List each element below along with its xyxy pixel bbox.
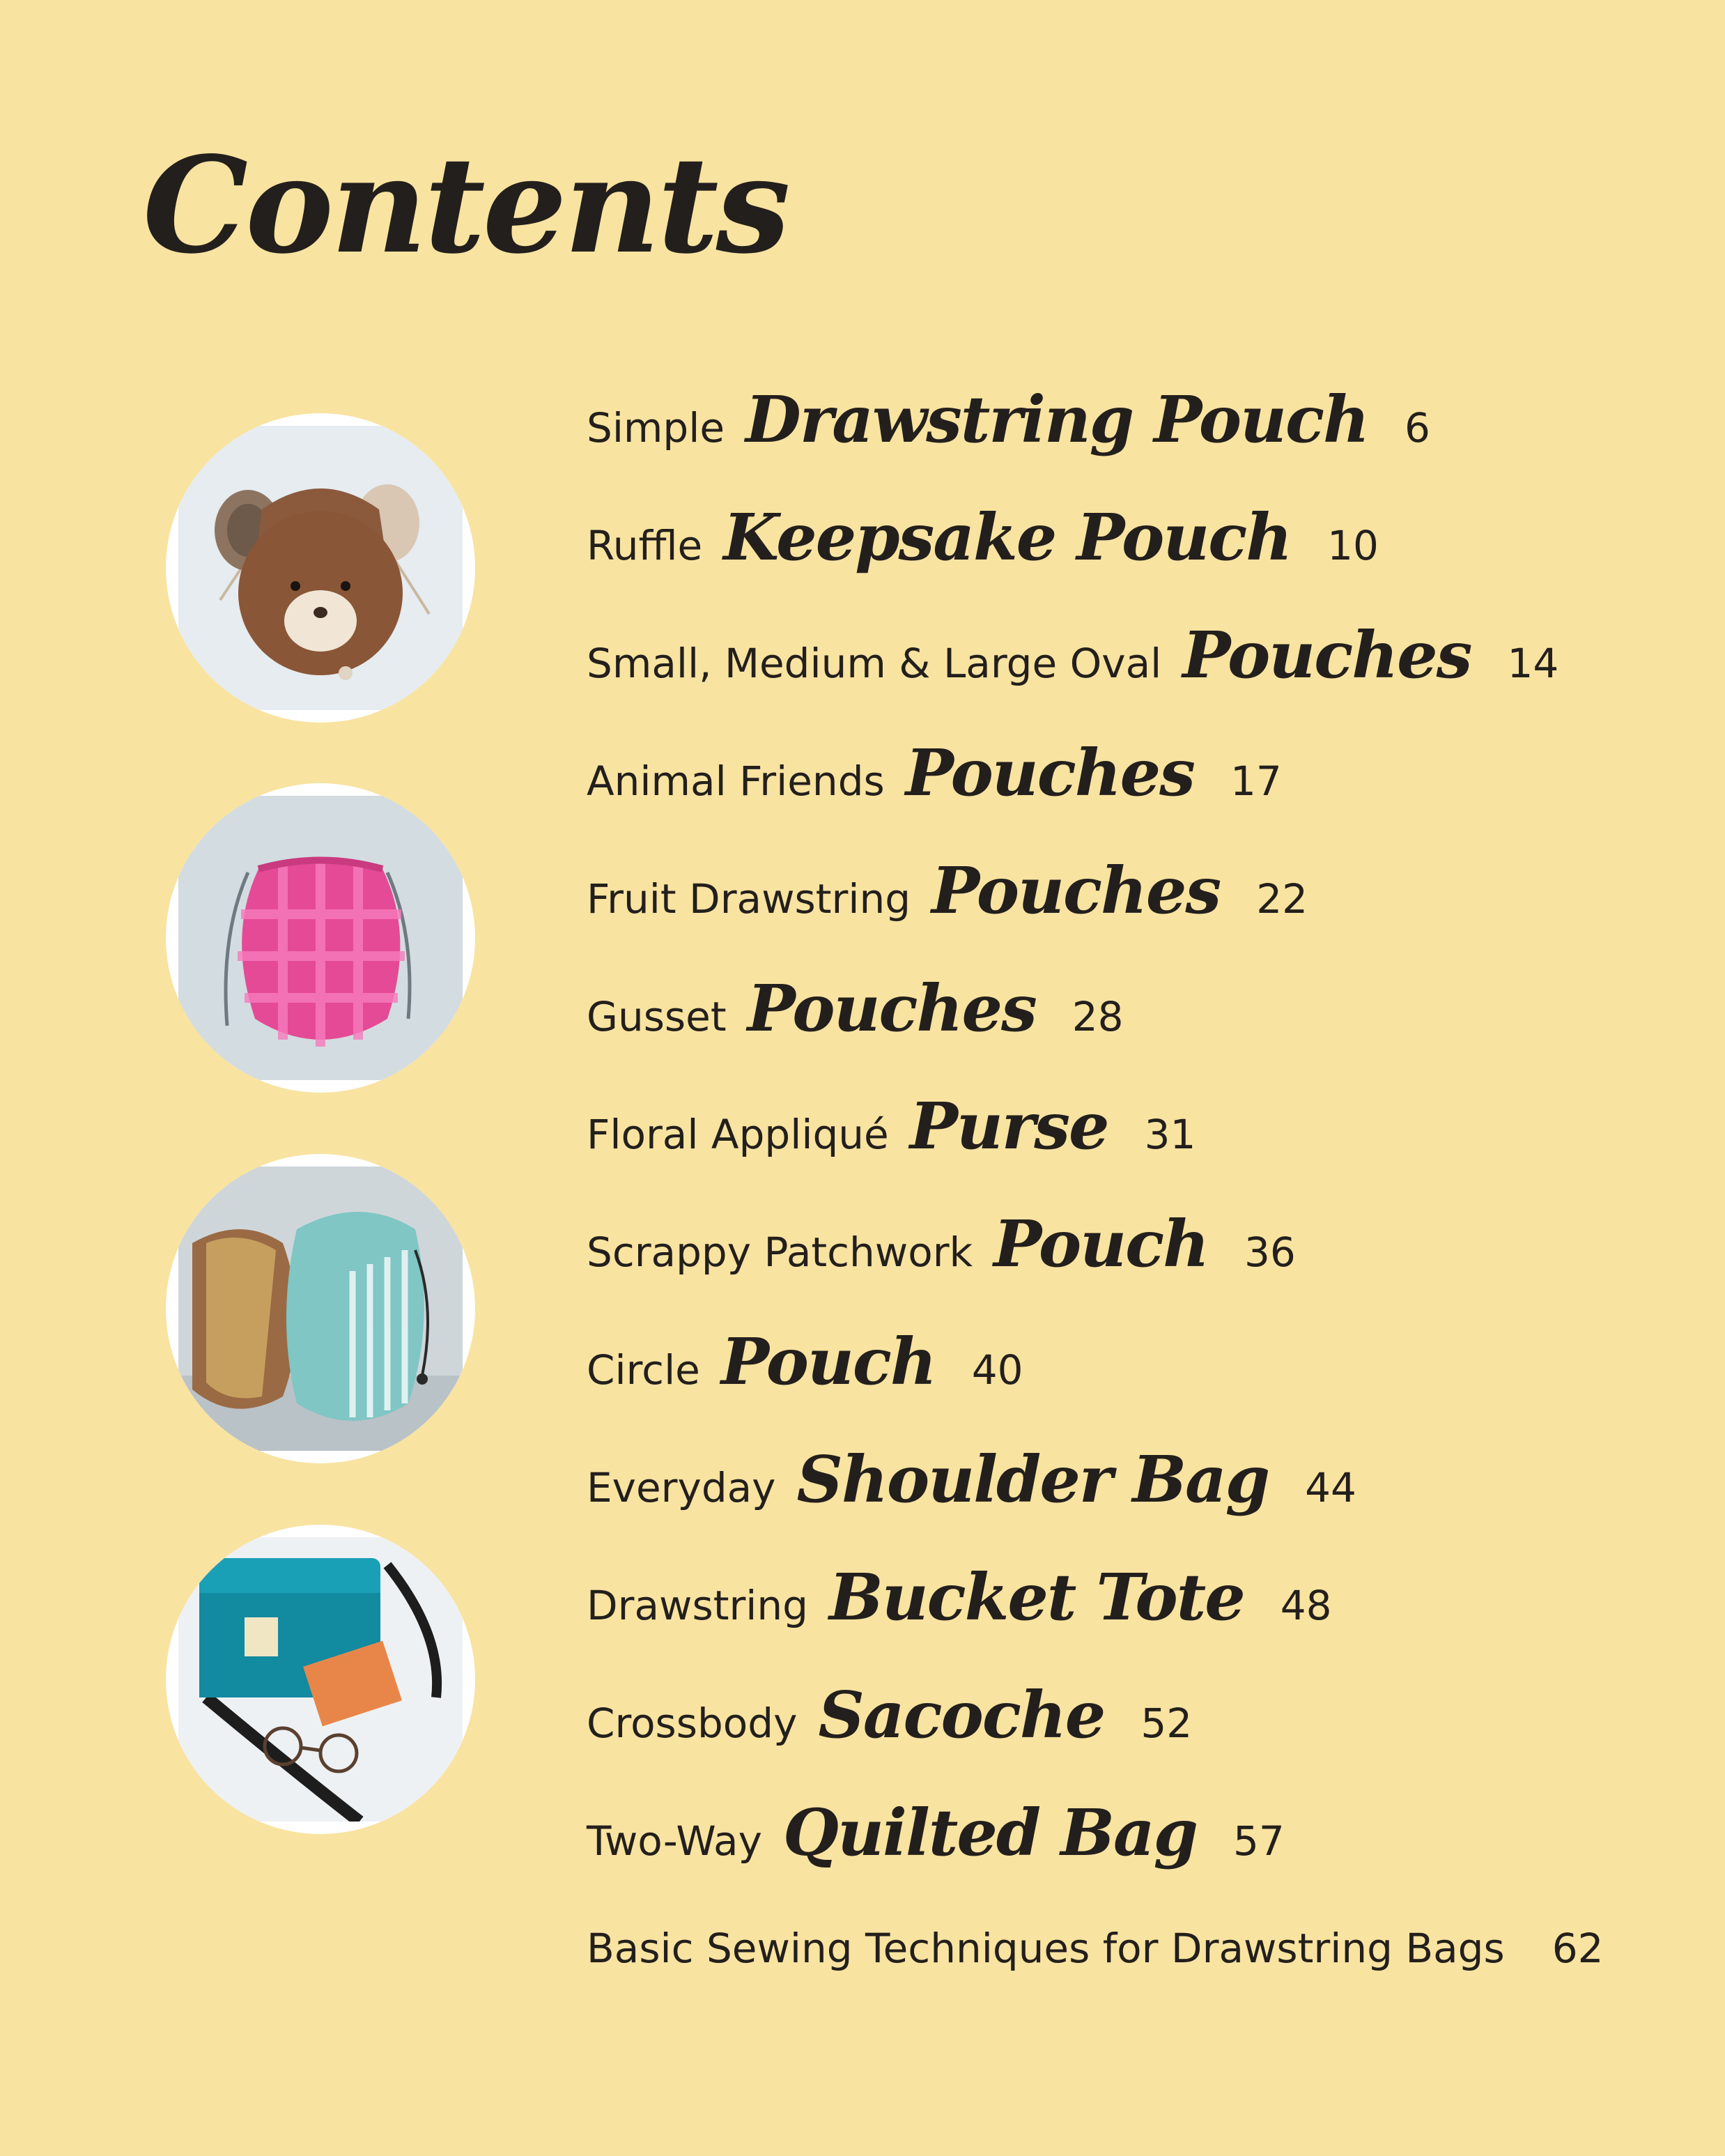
toc-entry[interactable] [587, 1324, 1023, 1399]
entry-script-text: Pouches [1182, 617, 1471, 693]
entry-page-number: 40 [971, 1346, 1023, 1394]
entry-plain-text: Basic Sewing Techniques for Drawstring Bags [587, 1925, 1505, 1972]
toc-entry[interactable] [587, 1206, 1296, 1281]
entry-plain-text: Floral Appliqué [587, 1111, 889, 1158]
entry-script-text: Pouch [720, 1324, 936, 1399]
bear-pouch-photo [166, 413, 475, 723]
entry-script-text: Shoulder Bag [796, 1442, 1269, 1517]
entry-script-text: Pouch [993, 1206, 1209, 1281]
entry-page-number: 17 [1230, 757, 1282, 805]
toc-entry[interactable] [587, 1442, 1356, 1517]
entry-plain-text: Gusset [587, 993, 727, 1040]
entry-script-text: Drawstring Pouch [745, 382, 1368, 457]
entry-plain-text: Crossbody [587, 1700, 798, 1747]
toc-entry[interactable] [587, 1795, 1285, 1870]
entry-page-number: 14 [1507, 640, 1559, 687]
entry-script-text: Pouches [905, 735, 1194, 810]
toc-entry[interactable] [587, 1677, 1192, 1753]
entry-script-text: Sacoche [818, 1677, 1105, 1753]
patchwork-pouches-icon [178, 1166, 463, 1451]
entry-script-text: Purse [909, 1088, 1108, 1164]
entry-page-number: 44 [1305, 1464, 1356, 1511]
toc-entry[interactable] [587, 735, 1282, 810]
entry-plain-text: Circle [587, 1346, 700, 1394]
toc-entry[interactable] [587, 971, 1124, 1046]
entry-plain-text: Fruit Drawstring [587, 875, 911, 923]
entry-page-number: 10 [1327, 522, 1379, 569]
toc-entry[interactable] [587, 1925, 1604, 1972]
page-title: Contents [143, 128, 788, 283]
entry-page-number: 28 [1072, 993, 1124, 1040]
entry-script-text: Bucket Tote [828, 1560, 1244, 1635]
entry-page-number: 62 [1552, 1925, 1604, 1972]
entry-plain-text: Everyday [587, 1464, 776, 1511]
entry-page-number: 57 [1232, 1817, 1285, 1865]
entry-script-text: Keepsake Pouch [723, 500, 1292, 575]
entry-plain-text: Two-Way [587, 1817, 762, 1865]
entry-page-number: 48 [1280, 1582, 1332, 1629]
pink-plaid-pouch-photo [166, 783, 475, 1093]
patchwork-pouches-photo [166, 1154, 475, 1463]
toc-entry[interactable] [587, 1088, 1196, 1164]
entry-script-text: Pouches [747, 971, 1036, 1046]
entry-script-text: Quilted Bag [782, 1795, 1197, 1870]
teal-shoulder-bag-photo [166, 1525, 475, 1834]
teal-shoulder-bag-icon [178, 1537, 463, 1822]
entry-page-number: 6 [1404, 404, 1430, 452]
toc-list [587, 0, 1701, 2156]
bear-pouch-icon [178, 426, 463, 710]
toc-entry[interactable] [587, 853, 1308, 928]
entry-script-text: Pouches [931, 853, 1221, 928]
entry-plain-text: Animal Friends [587, 757, 885, 805]
entry-page-number: 36 [1244, 1229, 1296, 1276]
entry-plain-text: Drawstring [587, 1582, 808, 1629]
toc-entry[interactable] [587, 617, 1558, 693]
toc-entry[interactable] [587, 382, 1430, 457]
entry-plain-text: Small, Medium & Large Oval [587, 640, 1162, 687]
entry-page-number: 22 [1256, 875, 1308, 923]
entry-plain-text: Simple [587, 404, 725, 452]
pink-plaid-pouch-icon [178, 796, 463, 1080]
entry-plain-text: Scrappy Patchwork [587, 1229, 973, 1276]
entry-page-number: 31 [1144, 1111, 1196, 1158]
toc-entry[interactable] [587, 1560, 1332, 1635]
toc-entry[interactable] [587, 500, 1379, 575]
entry-page-number: 52 [1140, 1700, 1193, 1747]
entry-plain-text: Ruffle [587, 522, 703, 569]
